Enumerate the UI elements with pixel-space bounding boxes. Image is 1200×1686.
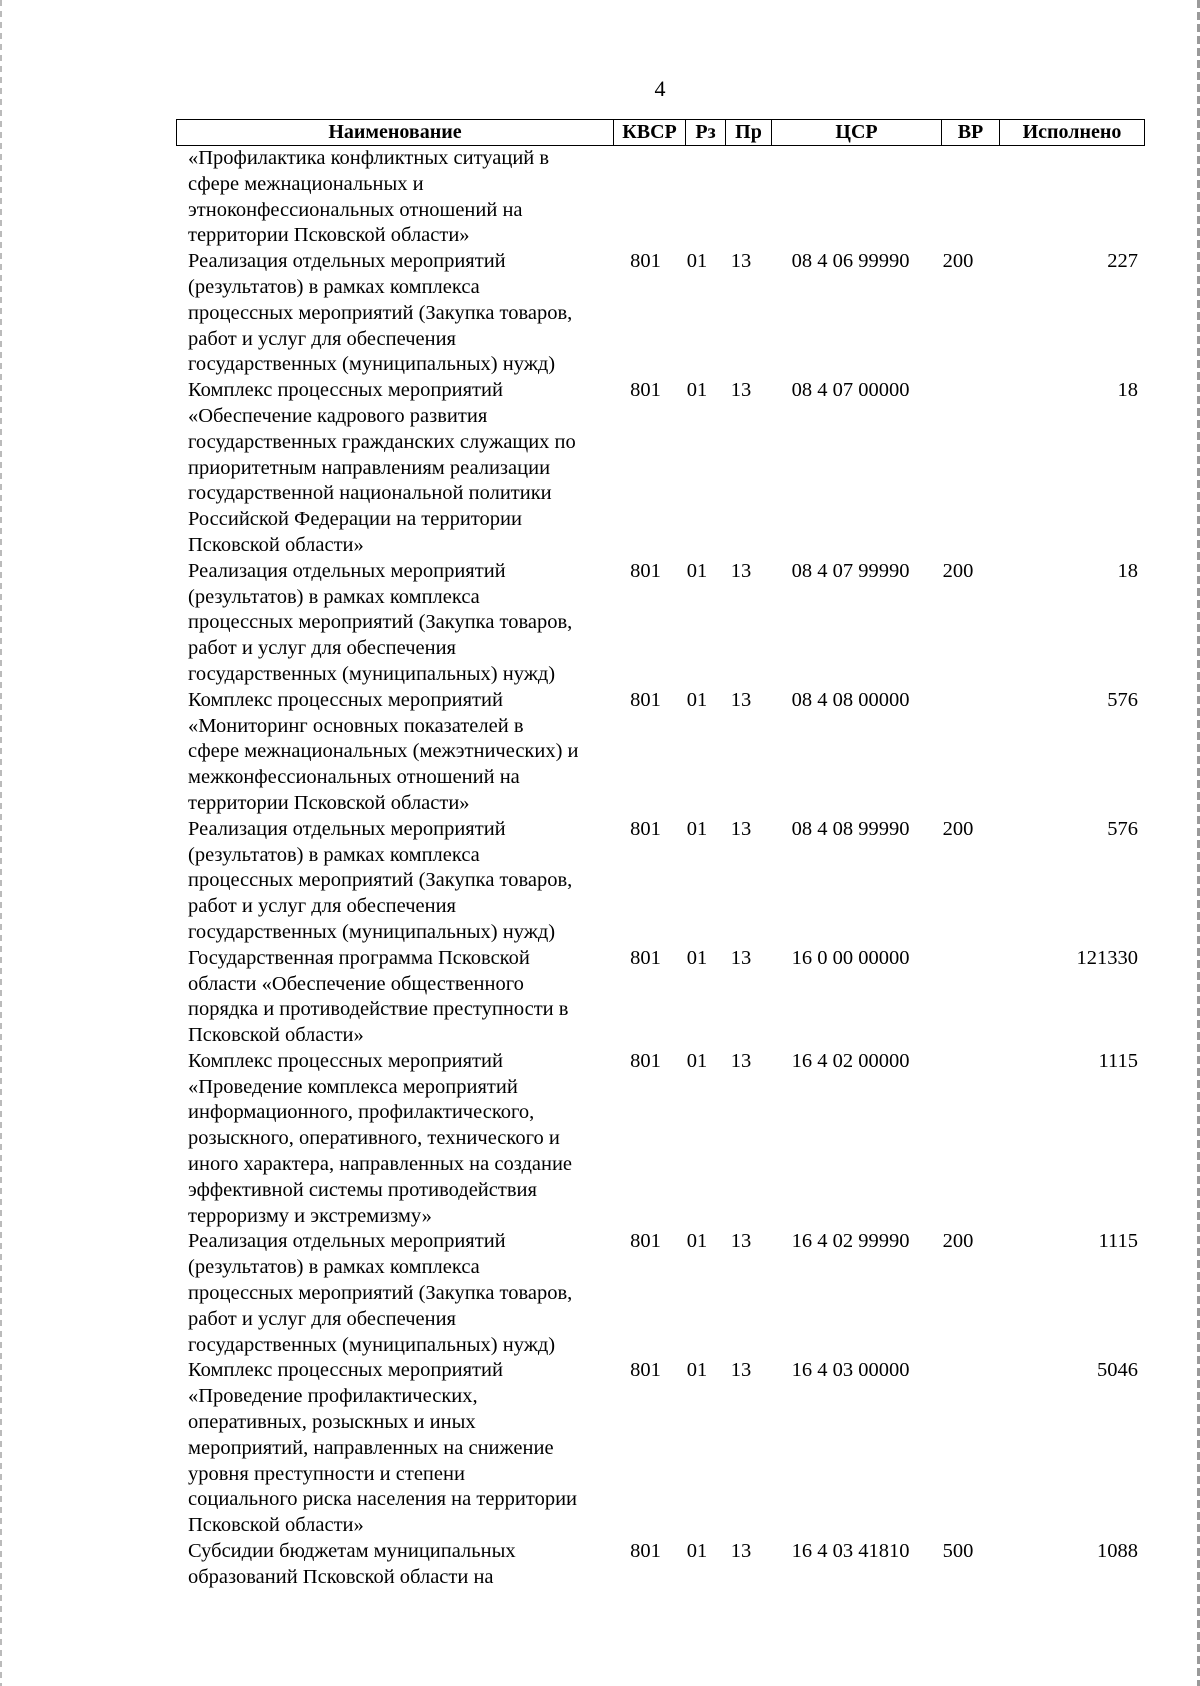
table-row [176, 378, 1145, 559]
table-row [176, 1049, 1145, 1230]
table-row [176, 146, 1145, 249]
row-pr: 13 [730, 1230, 752, 1253]
row-kvsr: 801 [630, 250, 661, 273]
row-executed: 1115 [1098, 1049, 1138, 1072]
row-rz: 01 [686, 1230, 708, 1253]
row-executed: 18 [1117, 559, 1138, 582]
row-csr: 08 4 08 99990 [791, 817, 910, 840]
row-vr: 200 [942, 250, 974, 273]
row-rz: 01 [686, 688, 708, 711]
row-rz: 01 [686, 379, 708, 402]
row-name: Реализация отдельных мероприятий (результатов) в рамках комплекса процессных мероприятий (Закупка товаров, работ и услуг для обеспечения государственных (муниципальных) нужд) [188, 817, 573, 943]
row-kvsr: 801 [630, 688, 661, 711]
row-name: Комплекс процессных мероприятий «Проведение комплекса мероприятий информационного, профилактического, розыскного, оперативного, технического и иного характера, направленных на создание эффективной системы противодействия терроризму и экстремизму» [188, 1049, 573, 1227]
row-rz: 01 [686, 946, 708, 969]
row-csr: 16 0 00 00000 [791, 946, 910, 969]
row-name: Реализация отдельных мероприятий (результатов) в рамках комплекса процессных мероприятий (Закупка товаров, работ и услуг для обеспечения государственных (муниципальных) нужд) [188, 250, 573, 376]
row-rz: 01 [686, 250, 708, 273]
row-rz [675, 146, 719, 249]
header-csr: ЦСР [771, 120, 941, 145]
table-row [176, 946, 1145, 1049]
row-vr: 500 [942, 1540, 974, 1563]
table-row [176, 1229, 1145, 1358]
table-row [176, 249, 1145, 378]
table-header [176, 119, 1145, 146]
row-csr: 08 4 07 00000 [791, 379, 910, 402]
row-csr [763, 146, 938, 249]
table-row [176, 1358, 1145, 1539]
row-pr: 13 [730, 688, 752, 711]
row-csr: 16 4 03 41810 [791, 1540, 910, 1563]
row-kvsr: 801 [630, 379, 661, 402]
row-executed: 5046 [1097, 1359, 1138, 1382]
row-csr: 16 4 02 99990 [791, 1230, 910, 1253]
row-vr [938, 688, 978, 817]
row-executed: 18 [1117, 379, 1138, 402]
row-kvsr: 801 [630, 817, 661, 840]
row-csr: 16 4 03 00000 [791, 1359, 910, 1382]
table-body [176, 146, 1145, 1591]
row-pr [719, 146, 763, 249]
row-name: Реализация отдельных мероприятий (результатов) в рамках комплекса процессных мероприятий (Закупка товаров, работ и услуг для обеспечения государственных (муниципальных) нужд) [188, 559, 573, 685]
table-row [176, 817, 1145, 946]
table-row [176, 688, 1145, 817]
row-pr: 13 [730, 559, 752, 582]
row-vr: 200 [942, 817, 974, 840]
row-executed: 1115 [1098, 1230, 1138, 1253]
row-executed: 1088 [1097, 1540, 1138, 1563]
row-executed [978, 146, 1139, 249]
row-csr: 08 4 06 99990 [791, 250, 910, 273]
row-vr [938, 1358, 978, 1539]
row-kvsr: 801 [630, 1540, 661, 1563]
row-name: Комплекс процессных мероприятий «Мониторинг основных показателей в сфере межнациональных (межэтнических) и межконфессиональных отношений на территории Псковской области» [188, 688, 579, 814]
row-pr: 13 [730, 1049, 752, 1072]
page-number: 4 [654, 76, 666, 101]
row-pr: 13 [730, 946, 752, 969]
budget-table [176, 119, 1145, 1591]
row-kvsr: 801 [630, 946, 661, 969]
row-name: Комплекс процессных мероприятий «Обеспечение кадрового развития государственных гражданских служащих по приоритетным направлениям реализации государственной национальной политики Российской Федерации на территории Псковской области» [188, 379, 576, 556]
row-kvsr [616, 146, 675, 249]
row-pr: 13 [730, 1359, 752, 1382]
row-csr: 08 4 08 00000 [791, 688, 910, 711]
row-rz: 01 [686, 1049, 708, 1072]
row-vr [938, 1049, 978, 1230]
header-rz: Рз [685, 120, 725, 145]
row-kvsr: 801 [630, 1049, 661, 1072]
row-kvsr: 801 [630, 559, 661, 582]
row-vr [938, 378, 978, 559]
scan-edge-left [0, 0, 2, 1686]
header-vr: ВР [941, 120, 999, 145]
row-pr: 13 [730, 817, 752, 840]
row-executed: 576 [1107, 688, 1138, 711]
row-name: Субсидии бюджетам муниципальных образований Псковской области на [188, 1540, 516, 1588]
row-vr: 200 [942, 559, 974, 582]
row-pr: 13 [730, 1540, 752, 1563]
row-rz: 01 [686, 1359, 708, 1382]
row-kvsr: 801 [630, 1230, 661, 1253]
header-kvsr: КВСР [613, 120, 685, 145]
row-vr: 200 [942, 1230, 974, 1253]
table-row [176, 1539, 1145, 1591]
row-csr: 08 4 07 99990 [791, 559, 910, 582]
row-executed: 227 [1107, 250, 1138, 273]
row-vr [938, 146, 978, 249]
row-rz: 01 [686, 1540, 708, 1563]
row-pr: 13 [730, 379, 752, 402]
header-pr: Пр [725, 120, 771, 145]
header-name: Наименование [328, 121, 462, 143]
row-name: Комплекс процессных мероприятий «Проведение профилактических, оперативных, розыскных и иных мероприятий, направленных на снижение уровня преступности и степени социального риска населения на территории Псковской области» [188, 1359, 578, 1537]
row-executed: 121330 [1076, 946, 1138, 969]
row-name: Реализация отдельных мероприятий (результатов) в рамках комплекса процессных мероприятий (Закупка товаров, работ и услуг для обеспечения государственных (муниципальных) нужд) [188, 1230, 573, 1356]
table-row [176, 559, 1145, 688]
row-executed: 576 [1107, 817, 1138, 840]
row-name: Государственная программа Псковской области «Обеспечение общественного порядка и противодействие преступности в Псковской области» [188, 946, 569, 1047]
row-csr: 16 4 02 00000 [791, 1049, 910, 1072]
header-executed: Исполнено [999, 120, 1144, 145]
row-kvsr: 801 [630, 1359, 661, 1382]
row-vr [938, 946, 978, 1049]
row-rz: 01 [686, 817, 708, 840]
row-name: «Профилактика конфликтных ситуаций в сфере межнациональных и этноконфессиональных отношений на территории Псковской области» [188, 147, 550, 247]
row-rz: 01 [686, 559, 708, 582]
row-pr: 13 [730, 250, 752, 273]
